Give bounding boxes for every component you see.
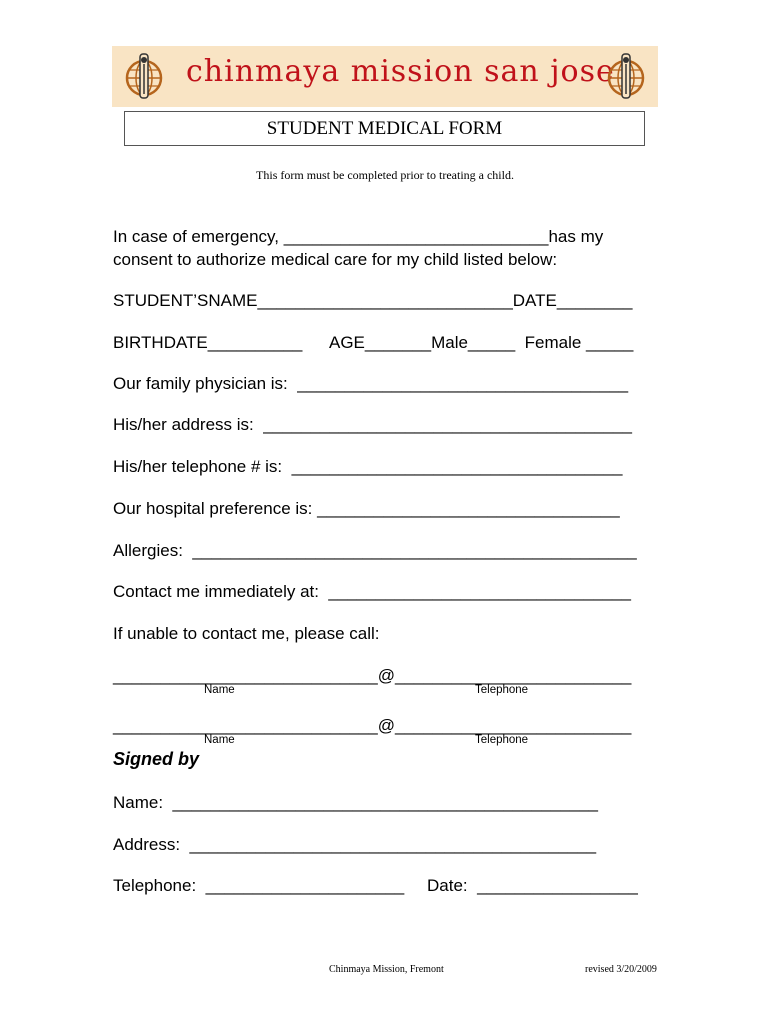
header-banner (112, 46, 658, 107)
signer-address-field[interactable]: Address: ___________________________________________ (113, 835, 597, 854)
age-gender-field[interactable]: AGE_______Male_____ Female _____ (329, 333, 634, 352)
unable-contact-label: If unable to contact me, please call: (113, 624, 380, 643)
globe-logo-icon (118, 50, 170, 102)
alt-contact-1-phone-label: Telephone (475, 684, 529, 696)
birthdate-field[interactable]: BIRTHDATE__________ (113, 333, 303, 352)
footer-revision: revised 3/20/2009 (585, 964, 657, 975)
emergency-line-1[interactable]: In case of emergency, ____________________________has my (113, 227, 604, 246)
allergies-field[interactable]: Allergies: _______________________________________________ (113, 541, 637, 560)
student-name-date-field[interactable]: STUDENT’SNAME___________________________DATE________ (113, 291, 633, 310)
signer-telephone-field[interactable]: Telephone: _____________________ (113, 876, 405, 895)
emergency-line-2: consent to authorize medical care for my child listed below: (113, 250, 558, 269)
signed-by-heading: Signed by (113, 749, 200, 769)
alt-contact-1-field[interactable]: ____________________________@_________________________ (113, 666, 632, 685)
alt-contact-2-name-label: Name (204, 734, 235, 746)
alt-contact-2-phone-label: Telephone (475, 734, 529, 746)
physician-address-field[interactable]: His/her address is: _______________________________________ (113, 415, 632, 434)
globe-logo-icon (600, 50, 652, 102)
contact-field[interactable]: Contact me immediately at: ________________________________ (113, 582, 631, 601)
banner-title: chinmaya mission san jose (186, 54, 615, 89)
intro-text: This form must be completed prior to treating a child. (256, 168, 514, 182)
physician-field[interactable]: Our family physician is: ___________________________________ (113, 374, 629, 393)
signer-name-field[interactable]: Name: _____________________________________________ (113, 793, 598, 812)
alt-contact-2-field[interactable]: ____________________________@_________________________ (113, 716, 632, 735)
alt-contact-1-name-label: Name (204, 684, 235, 696)
physician-telephone-field[interactable]: His/her telephone # is: ___________________________________ (113, 457, 623, 476)
form-title: STUDENT MEDICAL FORM (124, 111, 645, 146)
hospital-preference-field[interactable]: Our hospital preference is: ________________________________ (113, 499, 620, 518)
footer-organization: Chinmaya Mission, Fremont (329, 964, 444, 975)
signer-date-field[interactable]: Date: _________________ (427, 876, 638, 895)
